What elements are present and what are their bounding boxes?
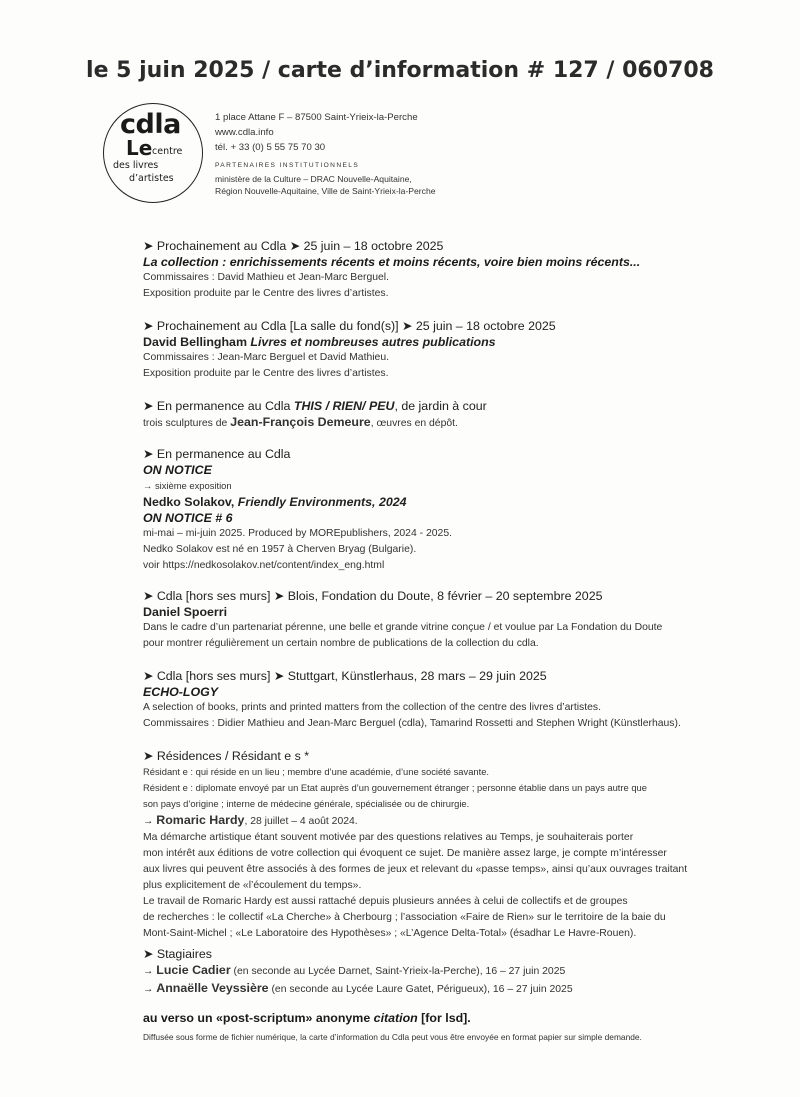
post-scriptum-italic: citation	[373, 1011, 418, 1025]
logo-line-2: Le	[126, 136, 153, 160]
partners-line-2: Région Nouvelle-Aquitaine, Ville de Saint-Yrieix-la-Perche	[215, 186, 436, 196]
logo-line-1: cdla	[120, 109, 181, 140]
section-on-notice	[143, 446, 763, 574]
line-start: trois sculptures de	[143, 418, 231, 429]
section-residences	[143, 748, 763, 942]
exhibition-title: Livres et nombreuses autres publications	[250, 335, 496, 349]
footer-note: Diffusée sous forme de fichier numérique, la carte d’information du Cdla peut vous être envoyée en format papier sur simple demande.	[143, 1032, 642, 1042]
paragraph-line-6: de recherches : le collectif «La Cherche» à Cherbourg ; l’association «Faire de Rien» sur le territoire de la baie du	[143, 912, 666, 923]
paragraph-line-7: Mont-Saint-Michel ; «Le Laboratoire des Hypothèses» ; «L’Agence Delta-Total» (ésadhar Le Havre-Rouen).	[143, 928, 637, 939]
paragraph-line-3: aux livres qui peuvent être associés à des formes de jeux et relevant du «passe temps», ainsi qu’aux ouvrages traitant	[143, 864, 688, 875]
section-spoerri	[143, 588, 763, 652]
line-end: , œuvres en dépôt.	[370, 418, 458, 429]
post-scriptum-start: au verso un «post-scriptum» anonyme	[143, 1011, 374, 1025]
phone: tél. + 33 (0) 5 55 75 70 30	[215, 142, 326, 153]
artist-link[interactable]: voir https://nedkosolakov.net/content/index_eng.html	[143, 560, 385, 571]
partners-heading: PARTENAIRES INSTITUTIONNELS	[215, 162, 360, 169]
section-heading: ➤ En permanence au Cdla	[143, 447, 291, 461]
arrow-icon: →	[143, 984, 157, 995]
on-notice-6-title: ON NOTICE # 6	[143, 511, 233, 525]
intern-name: Lucie Cadier	[156, 963, 231, 977]
intern-name: Annaëlle Veyssière	[156, 981, 269, 995]
dates-production: mi-mai – mi-juin 2025. Produced by MOREpublishers, 2024 - 2025.	[143, 528, 452, 539]
curators: Commissaires : Didier Mathieu and Jean-Marc Berguel (cdla), Tamarind Rossetti and Stephen Wright (Künstlerhaus).	[143, 718, 681, 729]
description-line-2: pour montrer régulièrement un certain nombre de publications de la collection du cdla.	[143, 638, 539, 649]
production-note: Exposition produite par le Centre des livres d’artistes.	[143, 288, 389, 299]
logo-line-4: des livres	[113, 160, 159, 171]
section-stagiaires	[143, 946, 763, 998]
exhibition-title: ECHO-LOGY	[143, 685, 219, 699]
logo-line-3: centre	[152, 146, 183, 157]
section-heading: ➤ Cdla [hors ses murs] ➤ Blois, Fondation du Doute, 8 février – 20 septembre 2025	[143, 589, 603, 603]
artist-name: David Bellingham	[143, 335, 247, 349]
section-heading: ➤ Prochainement au Cdla [La salle du fond(s)] ➤ 25 juin – 18 octobre 2025	[143, 319, 556, 333]
page-title: le 5 juin 2025 / carte d’information # 127 / 060708	[86, 58, 714, 83]
definition-1: Résidant e : qui réside en un lieu ; membre d’une académie, d’une société savante.	[143, 766, 490, 777]
address: 1 place Attane F – 87500 Saint-Yrieix-la-Perche	[215, 112, 418, 123]
work-title: THIS / RIEN/ PEU	[293, 399, 395, 413]
definition-3: son pays d’origine ; interne de médecine générale, spécialisée ou de chirurgie.	[143, 798, 470, 809]
artist-name: Nedko Solakov,	[143, 495, 238, 509]
paragraph-line-5: Le travail de Romaric Hardy est aussi rattaché depuis plusieurs années à celui de collectifs et de groupes	[143, 896, 628, 907]
logo-line-5: d’artistes	[129, 173, 174, 184]
arrow-icon: →	[143, 966, 157, 977]
contact-block	[215, 110, 418, 155]
description-line-1: Dans le cadre d’un partenariat pérenne, une belle et grande vitrine conçue / et voulue par La Fondation du Doute	[143, 622, 663, 633]
paragraph-line-4: plus explicitement de «l’écoulement du temps».	[143, 880, 362, 891]
intern-details: (en seconde au Lycée Darnet, Saint-Yrieix-la-Perche), 16 – 27 juin 2025	[230, 966, 566, 977]
exhibition-title: La collection : enrichissements récents et moins récents, voire bien moins récents...	[143, 255, 641, 269]
section-collection	[143, 238, 763, 302]
section-heading: ➤ Prochainement au Cdla ➤ 25 juin – 18 octobre 2025	[143, 239, 444, 253]
paragraph-line-1: Ma démarche artistique étant souvent motivée par des questions relatives au Temps, je souhaiterais porter	[143, 832, 634, 843]
section-heading: ➤ Résidences / Résidant e s *	[143, 749, 310, 763]
heading-start: ➤ En permanence au Cdla	[143, 399, 294, 413]
artist-name: Daniel Spoerri	[143, 605, 228, 619]
curators: Commissaires : Jean-Marc Berguel et David Mathieu.	[143, 352, 390, 363]
resident-dates: , 28 juillet – 4 août 2024.	[244, 816, 358, 827]
heading-end: , de jardin à cour	[394, 399, 487, 413]
section-demeure	[143, 398, 763, 432]
artist-name: Jean-François Demeure	[230, 415, 371, 429]
cdla-logo	[103, 103, 203, 203]
production-note: Exposition produite par le Centre des livres d’artistes.	[143, 368, 389, 379]
partners-block	[215, 160, 436, 198]
footer	[143, 1010, 763, 1044]
description: A selection of books, prints and printed matters from the collection of the centre des livres d’artistes.	[143, 702, 601, 713]
website-link[interactable]: www.cdla.info	[215, 127, 274, 138]
artist-bio: Nedko Solakov est né en 1957 à Cherven Bryag (Bulgarie).	[143, 544, 417, 555]
definition-2: Résident e : diplomate envoyé par un Etat auprès d’un gouvernement étranger ; personne établie dans un pays autre que	[143, 782, 647, 793]
exhibition-number: → sixième exposition	[143, 480, 232, 491]
resident-name: Romaric Hardy	[156, 813, 245, 827]
section-bellingham	[143, 318, 763, 382]
section-heading: ➤ Stagiaires	[143, 947, 212, 961]
partners-line-1: ministère de la Culture – DRAC Nouvelle-Aquitaine,	[215, 173, 412, 184]
section-heading: ➤ Cdla [hors ses murs] ➤ Stuttgart, Künstlerhaus, 28 mars – 29 juin 2025	[143, 669, 547, 683]
paragraph-line-2: mon intérêt aux éditions de votre collection qui évoquent ce sujet. De manière assez large, je compte m’intéresser	[143, 848, 667, 859]
arrow-icon: →	[143, 816, 157, 827]
curators: Commissaires : David Mathieu et Jean-Marc Berguel.	[143, 272, 390, 283]
intern-details: (en seconde au Lycée Laure Gatet, Périgueux), 16 – 27 juin 2025	[268, 984, 573, 995]
section-echo-logy	[143, 668, 763, 732]
work-title: Friendly Environments, 2024	[237, 495, 407, 509]
post-scriptum-end: [for lsd].	[417, 1011, 471, 1025]
on-notice-title: ON NOTICE	[143, 463, 212, 477]
